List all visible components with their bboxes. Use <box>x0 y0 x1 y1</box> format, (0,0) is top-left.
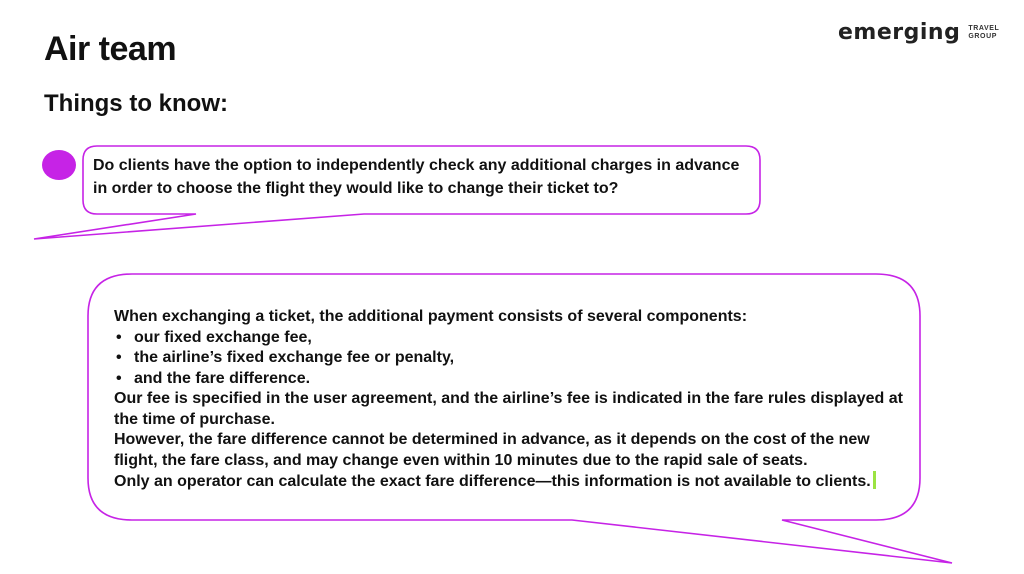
page-title: Air team <box>44 30 177 68</box>
answer-bullet-list <box>114 328 914 390</box>
answer-paragraph: Our fee is specified in the user agreement, and the airline’s fee is indicated in the fare rules displayed at the time of purchase. <box>114 390 903 428</box>
question-text: Do clients have the option to independently check any additional charges in advance in order to choose the flight they would like to change their ticket to? <box>93 157 740 197</box>
text-cursor <box>873 471 876 489</box>
logo-subtext-line2: GROUP <box>968 33 997 40</box>
answer-paragraph-text: Only an operator can calculate the exact fare difference—this information is not available to clients. <box>114 473 871 490</box>
answer-paragraph-last <box>114 471 914 493</box>
answer-intro: When exchanging a ticket, the additional payment consists of several components: <box>114 308 748 325</box>
logo-subtext-line1: TRAVEL <box>968 25 1000 32</box>
bullet-item: • and the fare difference. <box>114 369 914 390</box>
bullet-item: • the airline’s fixed exchange fee or penalty, <box>114 348 914 369</box>
bullet-item: • our fixed exchange fee, <box>114 328 914 349</box>
logo-wordmark: emerging <box>838 20 961 45</box>
question-marker-dot <box>42 150 76 180</box>
answer-text <box>114 307 914 493</box>
answer-paragraph: However, the fare difference cannot be determined in advance, as it depends on the cost of the new flight, the fare class, and may change even within 10 minutes due to the rapid sale of seats. <box>114 431 870 469</box>
page-subtitle: Things to know: <box>44 90 228 117</box>
